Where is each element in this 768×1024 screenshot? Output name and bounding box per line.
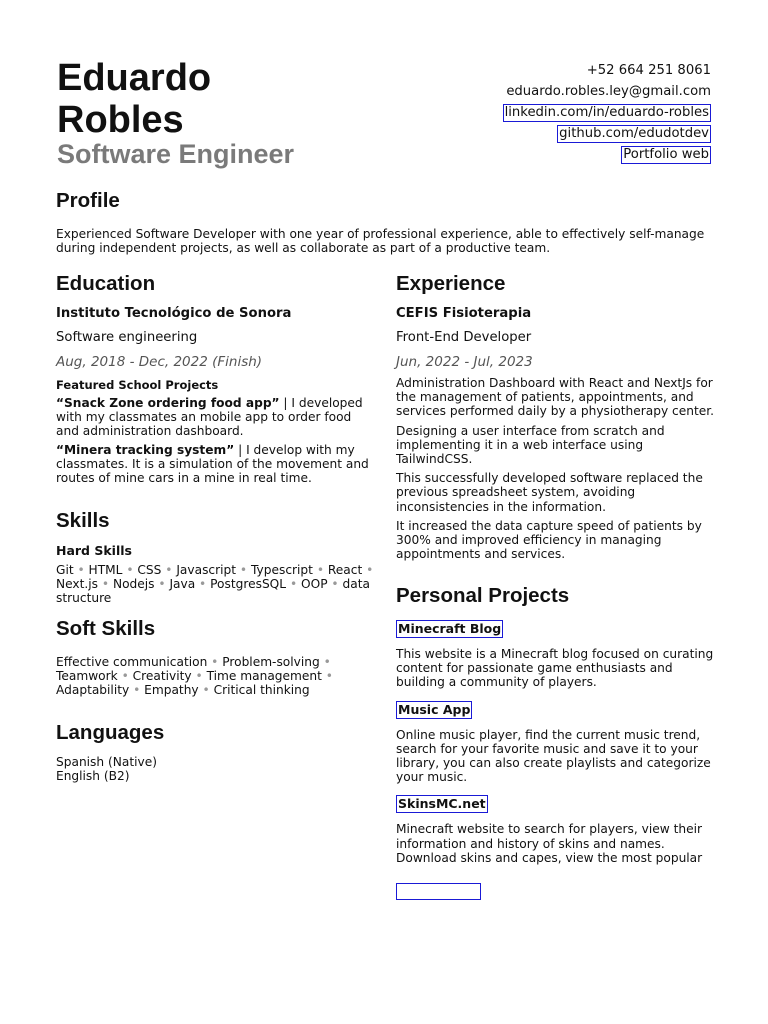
bullet-separator: • (207, 655, 223, 669)
bullet-separator: • (236, 563, 251, 577)
bullet-separator: • (154, 577, 170, 592)
experience-section (396, 272, 714, 566)
hard-skill: React (327, 563, 363, 577)
portfolio-link[interactable]: Portfolio web (623, 147, 709, 162)
language-item: Spanish (Native) (56, 755, 157, 769)
contact-block (503, 60, 711, 165)
hard-skill: data structure (56, 577, 370, 606)
bullet-separator: • (198, 683, 214, 698)
bullet-separator: • (129, 683, 145, 698)
bullet-separator: • (312, 563, 328, 577)
project-link-minecraft-blog[interactable]: Minecraft Blog (398, 621, 502, 636)
soft-skill: Empathy (144, 683, 199, 698)
soft-skills-section (56, 617, 374, 698)
bullet-separator: • (191, 669, 207, 684)
hard-skill: Git (56, 563, 74, 577)
hard-skill: CSS (137, 563, 162, 577)
school-project: “Snack Zone ordering food app” | I developed with my classmates an mobile app to order food and administration dashboard. (56, 396, 363, 439)
bullet-separator: • (321, 669, 333, 684)
project-description: Online music player, find the current music trend, search for your favorite music and save it to your library, you can also create playlists and categorize your music. (396, 727, 711, 785)
featured-projects-heading: Featured School Projects (56, 378, 219, 392)
education-heading: Education (56, 272, 156, 295)
bullet-separator: • (195, 577, 211, 592)
bullet-separator: • (327, 577, 343, 592)
phone: +52 664 251 8061 (586, 63, 711, 78)
experience-bullet: It increased the data capture speed of patients by 300% and improved efficiency in managing appointments and services. (396, 518, 702, 562)
skills-section (56, 509, 374, 606)
languages-heading: Languages (56, 721, 165, 744)
last-name: Robles (57, 99, 184, 141)
school-project-title: “Snack Zone ordering food app” (56, 396, 280, 410)
school-project-text: I develop with my classmates. It is a simulation of the movement and routes of mine cars in a mine in real time. (56, 442, 369, 486)
empty-link-box[interactable] (396, 883, 481, 900)
bullet-separator: • (73, 563, 89, 577)
hard-skill: Nodejs (112, 577, 155, 592)
hard-skill: HTML (88, 563, 123, 577)
skills-heading: Skills (56, 509, 110, 532)
first-name: Eduardo (57, 57, 212, 99)
school-project-title: “Minera tracking system” (56, 442, 235, 457)
soft-skill: Effective communication (56, 655, 208, 669)
bullet-separator: • (117, 669, 133, 684)
hard-skill: Javascript (176, 563, 237, 577)
company-name: CEFIS Fisioterapia (396, 306, 532, 321)
hard-skill: Next.js (56, 577, 99, 592)
education-section (56, 272, 374, 485)
school-project-text: I developed with my classmates an mobile app to order food and administration dashboard. (56, 396, 363, 439)
school-name: Instituto Tecnológico de Sonora (56, 306, 292, 321)
hard-skill: Typescript (250, 563, 313, 577)
soft-skill: Critical thinking (213, 683, 310, 698)
personal-projects-section (396, 584, 714, 865)
experience-bullet: This successfully developed software replaced the previous spreadsheet system, avoiding inconsistencies in the information. (396, 471, 703, 514)
profile-text: Experienced Software Developer with one year of professional experience, able to effectively self-manage during independent projects, as well as collaborate as part of a productive team. (56, 227, 705, 256)
soft-skills-list (56, 655, 374, 698)
experience-dates: Jun, 2022 - Jul, 2023 (396, 354, 533, 370)
bullet-separator: • (98, 577, 113, 592)
linkedin-link[interactable]: linkedin.com/in/eduardo-robles (504, 105, 709, 120)
project-description: Minecraft website to search for players, view their information and history of skins and names. Download skins and capes, view the most popular (396, 822, 703, 865)
personal-projects-heading: Personal Projects (396, 584, 570, 607)
profile-heading: Profile (56, 189, 120, 212)
soft-skill: Teamwork (56, 669, 118, 684)
education-dates: Aug, 2018 - Dec, 2022 (Finish) (56, 354, 263, 370)
hard-skill: PostgresSQL (210, 577, 287, 592)
soft-skill: Creativity (132, 669, 192, 684)
bullet-separator: • (286, 577, 302, 592)
degree: Software engineering (56, 330, 198, 345)
soft-skills-heading: Soft Skills (56, 617, 156, 640)
experience-heading: Experience (396, 272, 506, 295)
languages-section (56, 721, 374, 783)
school-project: “Minera tracking system” | I develop with my classmates. It is a simulation of the movement and routes of mine cars in a mine in real time. (56, 442, 369, 486)
soft-skill: Adaptability (56, 683, 130, 698)
bullet-separator: • (362, 563, 374, 577)
experience-bullet: Designing a user interface from scratch and implementing it in a web interface using TailwindCSS. (396, 423, 665, 467)
hard-skills-list (56, 563, 374, 606)
hard-skills-heading: Hard Skills (56, 543, 132, 558)
language-item: English (B2) (56, 769, 130, 784)
github-link[interactable]: github.com/edudotdev (559, 126, 709, 141)
bullet-separator: • (122, 563, 138, 577)
position-title: Front-End Developer (396, 330, 532, 345)
hard-skill: Java (169, 577, 196, 592)
soft-skill: Problem-solving (222, 655, 320, 669)
email: eduardo.robles.ley@gmail.com (506, 84, 711, 99)
bullet-separator: • (161, 563, 177, 577)
job-title: Software Engineer (57, 139, 295, 169)
project-link-skinsmc[interactable]: SkinsMC.net (398, 796, 486, 812)
experience-bullet: Administration Dashboard with React and NextJs for the management of patients, appointments, and services performed daily by a physiotherapy center. (396, 376, 715, 419)
project-description: This website is a Minecraft blog focused on curating content for passionate game enthusiasts and building a community of players. (396, 647, 714, 690)
hard-skill: OOP (301, 577, 328, 592)
soft-skill: Time management (206, 669, 322, 684)
bullet-separator: • (319, 655, 331, 669)
project-link-music-app[interactable]: Music App (398, 701, 471, 717)
